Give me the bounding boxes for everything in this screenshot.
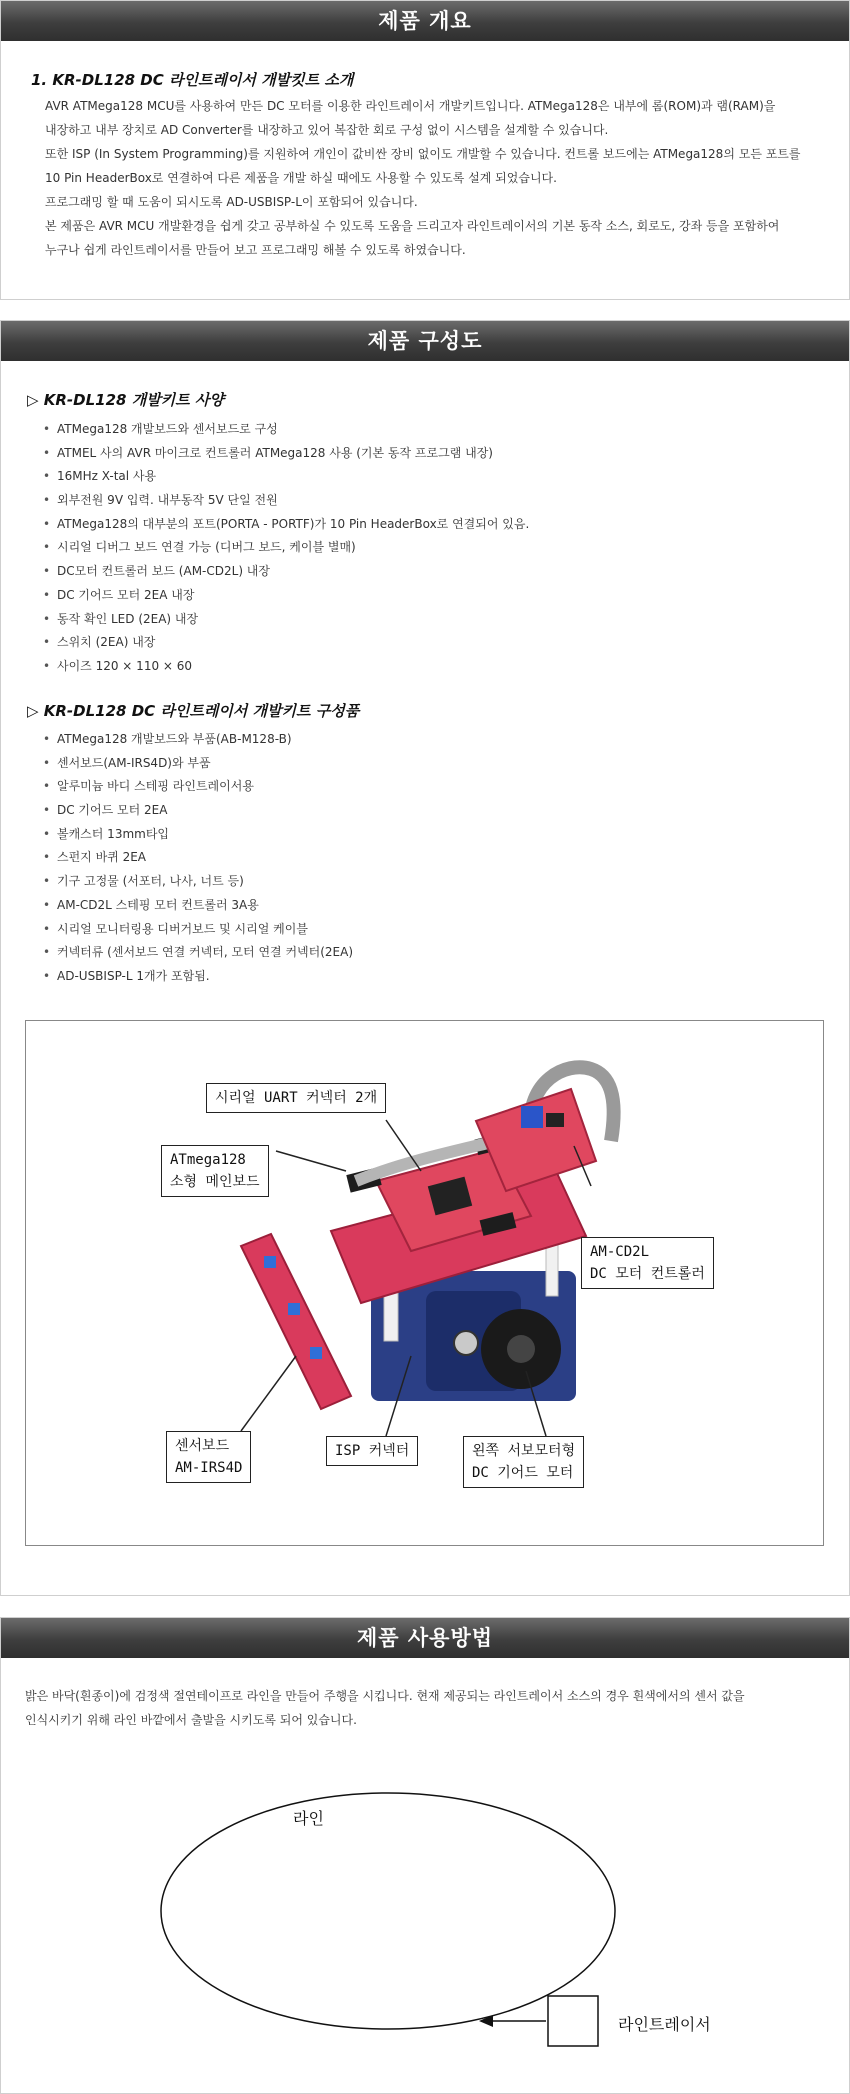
callout-text: DC 모터 컨트롤러: [590, 1266, 705, 1282]
list-item: • 시리얼 디버그 보드 연결 가능 (디버그 보드, 케이블 별매): [43, 536, 529, 560]
overview-paragraph: [45, 94, 801, 262]
overview-section: [0, 0, 850, 300]
servo-horn: [454, 1331, 478, 1355]
overview-line: 또한 ISP (In System Programming)를 지원하여 개인이 값비싼 장비 없이도 개발할 수 있습니다. 컨트롤 보드에는 ATMega128의 모든 포트를: [45, 147, 801, 161]
list-item: • 스펀지 바퀴 2EA: [43, 846, 353, 870]
track-diagram: [1, 1618, 849, 2093]
overview-line: 내장하고 내부 장치로 AD Converter를 내장하고 있어 복잡한 회로 구성 없이 시스템을 설계할 수 있습니다.: [45, 123, 609, 137]
product-figure: [25, 1020, 824, 1546]
callout-text: 왼쪽 서보모터형: [472, 1443, 576, 1459]
sensor-board: [241, 1234, 351, 1409]
list-item: • 센서보드(AM-IRS4D)와 부품: [43, 752, 353, 776]
list-item: • ATMega128 개발보드와 센서보드로 구성: [43, 418, 529, 442]
callout-text: 소형 메인보드: [170, 1174, 260, 1190]
terminal-block: [546, 1113, 564, 1127]
list-item: • 16MHz X-tal 사용: [43, 465, 529, 489]
overview-line: 본 제품은 AVR MCU 개발환경을 쉽게 갖고 공부하실 수 있도록 도움을 드리고자 라인트레이서의 기본 동작 소스, 회로도, 강좌 등을 포함하여: [45, 219, 780, 233]
overview-line: 10 Pin HeaderBox로 연결하여 다른 제품을 개발 하실 때에도 사용할 수 있도록 설계 되었습니다.: [45, 171, 557, 185]
sensor-pot: [288, 1303, 300, 1315]
tracer-box: [548, 1996, 598, 2046]
list-item: • DC모터 컨트롤러 보드 (AM-CD2L) 내장: [43, 560, 529, 584]
line-label: 라인: [293, 1809, 324, 1828]
uart-callout: [206, 1083, 386, 1113]
overview-line: 누구나 쉽게 라인트레이서를 만들어 보고 프로그래밍 해볼 수 있도록 하였습니다.: [45, 243, 466, 257]
motor-callout: [463, 1436, 584, 1488]
list-item: • DC 기어드 모터 2EA 내장: [43, 584, 529, 608]
list-item: • 알루미늄 바디 스테핑 라인트레이서용: [43, 775, 353, 799]
callout-text: 센서보드: [175, 1438, 230, 1454]
overview-header: 제품 개요: [1, 1, 849, 41]
list-item: • 스위치 (2EA) 내장: [43, 631, 529, 655]
callout-text: ISP 커넥터: [335, 1443, 410, 1459]
motor-controller-callout: [581, 1237, 714, 1289]
leader-line: [241, 1356, 296, 1431]
tracer-label: 라인트레이서: [618, 2015, 711, 2034]
list-item: • 시리얼 모니터링용 디버거보드 및 시리얼 케이블: [43, 918, 353, 942]
list-item: • 동작 확인 LED (2EA) 내장: [43, 608, 529, 632]
list-item: • 사이즈 120 × 110 × 60: [43, 655, 529, 679]
sensor-callout: [166, 1431, 251, 1483]
mainboard-callout: [161, 1145, 269, 1197]
usage-line: 밝은 바닥(흰종이)에 검정색 절연테이프로 라인을 만들어 주행을 시킵니다. 현재 제공되는 라인트레이서 소스의 경우 흰색에서의 센서 값을: [25, 1689, 745, 1703]
composition-header: 제품 구성도: [1, 321, 849, 361]
list-item: • ATMega128의 대부분의 포트(PORTA - PORTF)가 10 Pin HeaderBox로 연결되어 있음.: [43, 513, 529, 537]
parts-list: [43, 728, 353, 989]
usage-section: [0, 1617, 850, 2094]
parts-title: ▷ KR-DL128 DC 라인트레이서 개발키트 구성품: [27, 702, 360, 720]
leader-line: [276, 1151, 346, 1171]
callout-text: ATmega128: [170, 1152, 246, 1168]
callout-text: AM-IRS4D: [175, 1460, 243, 1476]
list-item: • AD-USBISP-L 1개가 포함됨.: [43, 965, 353, 989]
overview-line: 프로그래밍 할 때 도움이 되시도록 AD-USBISP-L이 포함되어 있습니다.: [45, 195, 418, 209]
usage-line: 인식시키기 위해 라인 바깥에서 출발을 시키도록 되어 있습니다.: [25, 1713, 357, 1727]
callout-text: DC 기어드 모터: [472, 1465, 574, 1481]
wheel-hub: [507, 1335, 535, 1363]
usage-header: 제품 사용방법: [1, 1618, 849, 1658]
overview-title: 1. KR-DL128 DC 라인트레이서 개발킷트 소개: [31, 71, 354, 89]
list-item: • ATMEL 사의 AVR 마이크로 컨트롤러 ATMega128 사용 (기본 동작 프로그램 내장): [43, 442, 529, 466]
isp-callout: [326, 1436, 418, 1466]
list-item: • 기구 고정물 (서포터, 나사, 너트 등): [43, 870, 353, 894]
list-item: • 볼캐스터 13mm타입: [43, 823, 353, 847]
track-line: [161, 1793, 615, 2029]
list-item: • 커넥터류 (센서보드 연결 커넥터, 모터 연결 커넥터(2EA): [43, 941, 353, 965]
list-item: • AM-CD2L 스테핑 모터 컨트롤러 3A용: [43, 894, 353, 918]
spec-list: [43, 418, 529, 679]
sensor-pot: [310, 1347, 322, 1359]
callout-text: AM-CD2L: [590, 1244, 650, 1260]
list-item: • 외부전원 9V 입력. 내부동작 5V 단일 전원: [43, 489, 529, 513]
callout-text: 시리얼 UART 커넥터 2개: [215, 1090, 378, 1106]
capacitor: [521, 1106, 543, 1128]
list-item: • DC 기어드 모터 2EA: [43, 799, 353, 823]
list-item: • ATMega128 개발보드와 부품(AB-M128-B): [43, 728, 353, 752]
sensor-pot: [264, 1256, 276, 1268]
spec-title: ▷ KR-DL128 개발키트 사양: [27, 391, 224, 409]
overview-line: AVR ATMega128 MCU를 사용하여 만든 DC 모터를 이용한 라인트레이서 개발키트입니다. ATMega128은 내부에 롬(ROM)과 램(RAM)을: [45, 99, 776, 113]
